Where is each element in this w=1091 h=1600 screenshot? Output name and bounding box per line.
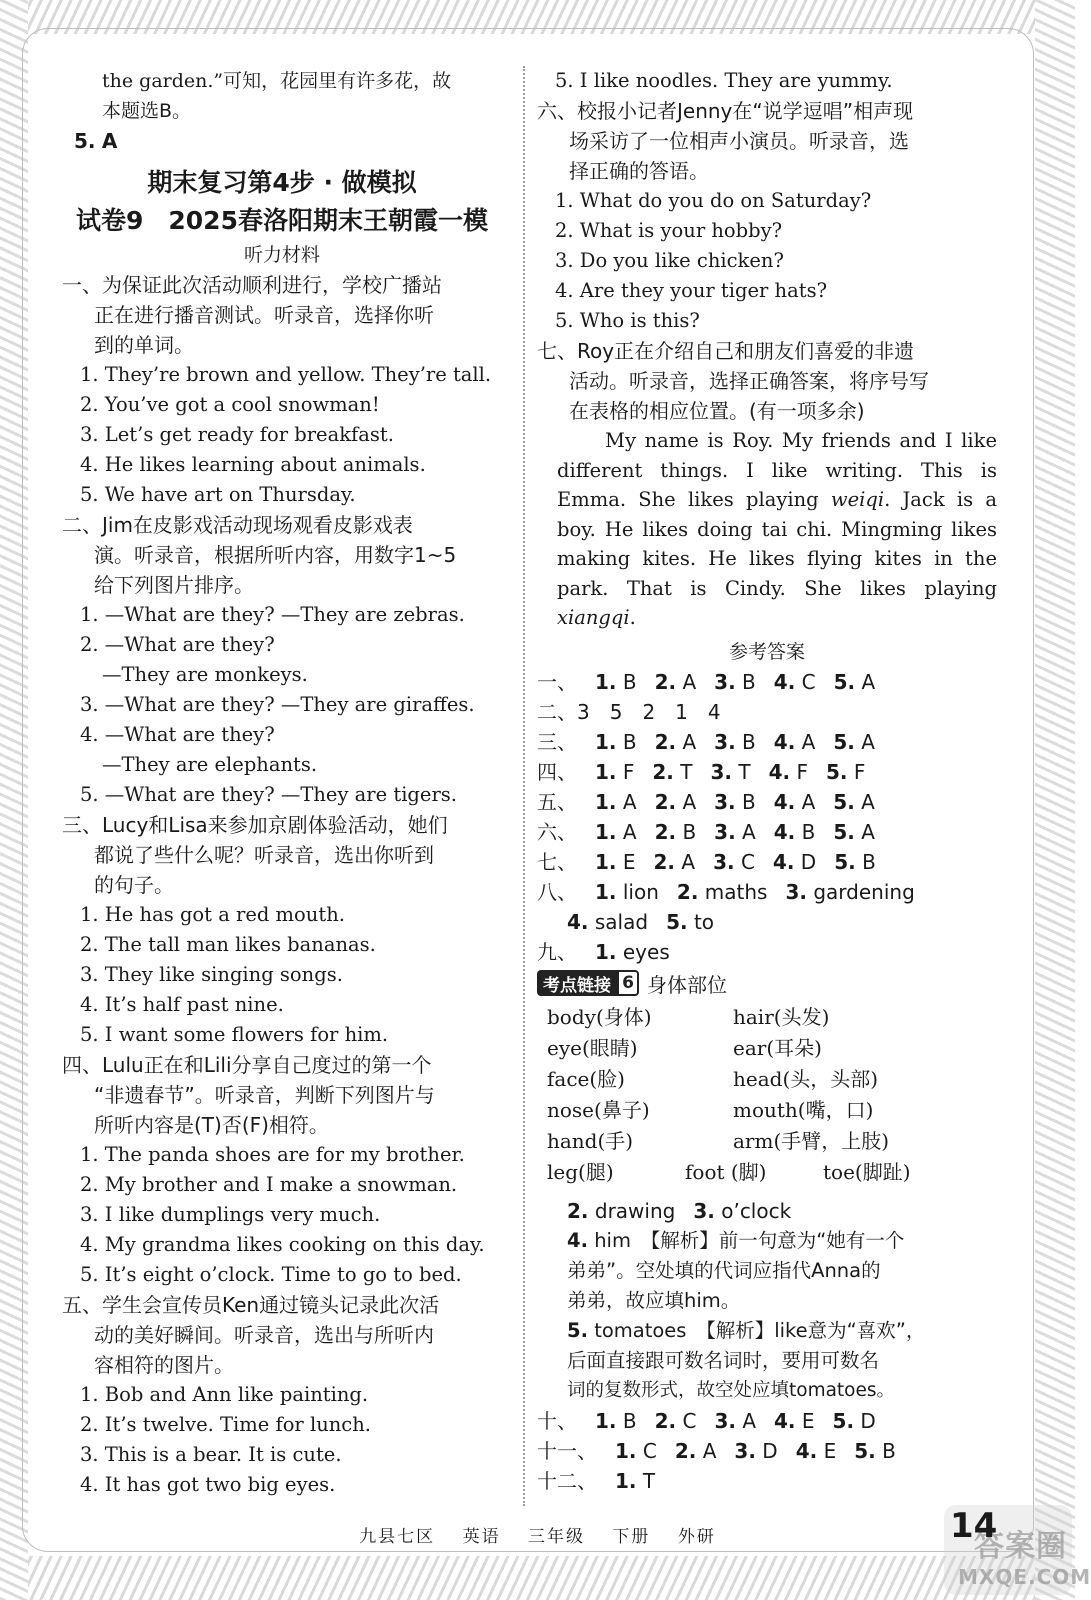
answer-row: 一、 1. B 2. A 3. B 4. C 5. A [537,669,876,694]
question-heading: 七、Roy正在介绍自己和朋友们喜爱的非遗 活动。听录音，选择正确答案，将序号写 在表格的相应位置。(有一项多余) [537,339,929,423]
italic-word: weiqi [830,488,885,511]
script-line: 4. He likes learning about animals. [80,453,426,476]
key-point-label: 身体部位 [647,972,727,997]
footer-item: 三年级 [528,1527,585,1547]
section-title: 期末复习第4步 · 做模拟 [147,168,417,197]
answer-row: 4. salad 5. to [567,909,715,934]
watermark-logo: 答案圈 MXQE.COM [944,1505,1072,1595]
script-line: 4. Are they your tiger hats? [555,279,828,302]
answer-row: 十一、 1. C 2. A 3. D 4. E 5. B [537,1438,896,1463]
vocab-item: eye(眼睛) [547,1035,638,1060]
decorative-border-bottom [0,1556,1075,1600]
vocab-item: ear(耳朵) [733,1035,822,1060]
vocab-item: toe(脚趾) [823,1159,911,1184]
question-heading: 二、Jim在皮影戏活动现场观看皮影戏表 演。听录音，根据所听内容，用数字1~5 给下列图片排序。 [62,513,457,597]
answer-row: 2. drawing 3. o’clock [567,1198,792,1223]
script-line: 5. I like noodles. They are yummy. [555,69,893,92]
script-line: 4. My grandma likes cooking on this day. [80,1233,485,1256]
script-line: 2. What is your hobby? [555,219,783,242]
footer-item: 外研 [677,1527,716,1547]
vocab-item: nose(鼻子) [547,1097,650,1122]
vocab-item: body(身体) [547,1004,652,1029]
vocab-item: hand(手) [547,1128,634,1153]
vocab-item: arm(手臂，上肢) [733,1128,890,1153]
left-column [62,66,502,1500]
intro-answer: 5. A [74,129,118,153]
answer-row: 五、 1. A 2. A 3. B 4. A 5. A [537,789,875,814]
listening-material-heading: 听力材料 [243,244,320,266]
column-divider [523,66,525,1506]
answer-row: 六、 1. A 2. B 3. A 4. B 5. A [537,819,875,844]
vocab-item: mouth(嘴，口) [733,1097,874,1122]
vocab-item: leg(腿) [547,1159,614,1184]
page-footer [0,1522,1075,1547]
script-line: 1. What do you do on Saturday? [555,189,872,212]
script-line: 3. Do you like chicken? [555,249,784,272]
key-point-number: 6 [617,970,639,996]
answer-explanation: 4. him 【解析】前一句意为“她有一个 弟弟”。空处填的代词应指代Anna的 弟弟，故应填him。 [567,1228,905,1312]
answer-row: 四、 1. F 2. T 3. T 4. F 5. F [537,759,866,784]
script-line: 1. The panda shoes are for my brother. [80,1143,465,1166]
vocab-item: foot (脚) [685,1159,767,1184]
vocab-item: hair(头发) [733,1004,830,1029]
answer-row: 九、 1. eyes [537,939,670,964]
script-line: 2. You’ve got a cool snowman! [80,393,380,416]
right-column [537,66,997,1496]
script-line: 2. —What are they? [80,633,275,656]
script-line: 5. It’s eight o’clock. Time to go to bed. [80,1263,462,1286]
page-number: 14 [950,1506,998,1546]
footer-item: 英语 [462,1527,501,1547]
script-line: 1. —What are they? —They are zebras. [80,603,465,626]
answer-row: 二、3 5 2 1 4 [537,699,721,724]
script-line: 3. They like singing songs. [80,963,343,986]
question-heading: 六、校报小记者Jenny在“说学逗唱”相声现 场采访了一位相声小演员。听录音，选 择正确的答语。 [537,99,914,183]
key-point-link [537,969,997,998]
intro-line: the garden.”可知，花园里有许多花，故 [102,70,452,92]
key-point-badge: 考点链接 [537,970,617,996]
script-line: 2. My brother and I make a snowman. [80,1173,458,1196]
script-line: —They are monkeys. [102,663,308,686]
question-heading: 一、为保证此次活动顺利进行，学校广播站 正在进行播音测试。听录音，选择你听 到的单词。 [62,273,442,357]
answer-row: 十、 1. B 2. C 3. A 4. E 5. D [537,1408,876,1433]
answer-row: 八、 1. lion 2. maths 3. gardening [537,879,915,904]
footer-item: 九县七区 [359,1527,436,1547]
answers-heading: 参考答案 [728,640,805,663]
answer-row: 十二、 1. T [537,1468,656,1493]
script-line: 5. —What are they? —They are tigers. [80,783,457,806]
script-line: 1. He has got a red mouth. [80,903,345,926]
script-line: 5. We have art on Thursday. [80,483,356,506]
decorative-border-right [1035,0,1075,1600]
vocab-list [537,1002,997,1196]
script-line: 4. It’s half past nine. [80,993,284,1016]
question-heading: 三、Lucy和Lisa来参加京剧体验活动，她们 都说了些什么呢？听录音，选出你听到 的句子。 [62,813,448,897]
script-line: 3. —What are they? —They are giraffes. [80,693,475,716]
script-line: 4. —What are they? [80,723,275,746]
script-line: —They are elephants. [102,753,318,776]
script-line: 1. They’re brown and yellow. They’re tall. [80,363,492,386]
answer-row: 七、 1. E 2. A 3. C 4. D 5. B [537,849,876,874]
script-line: 2. The tall man likes bananas. [80,933,376,956]
question-heading: 五、学生会宣传员Ken通过镜头记录此次活 动的美好瞬间。听录音，选出与所听内 容相符的图片。 [62,1293,440,1377]
script-line: 3. I like dumplings very much. [80,1203,381,1226]
script-line: 4. It has got two big eyes. [80,1473,336,1496]
answer-row: 三、 1. B 2. A 3. B 4. A 5. A [537,729,875,754]
italic-word: xiangqi [557,606,630,629]
vocab-item: head(头，头部) [733,1066,879,1091]
intro-line: 本题选B。 [102,100,192,122]
footer-item: 下册 [612,1527,651,1547]
answer-explanation: 5. tomatoes 【解析】like意为“喜欢”， 后面直接跟可数名词时，要用可数名 词的复数形式，故空处应填tomatoes。 [567,1318,926,1401]
script-line: 3. Let’s get ready for breakfast. [80,423,394,446]
script-line: 3. This is a bear. It is cute. [80,1443,342,1466]
paper-title: 试卷9 2025春洛阳期末王朝霞一模 [76,206,488,235]
vocab-item: face(脸) [547,1066,625,1091]
script-line: 2. It’s twelve. Time for lunch. [80,1413,371,1436]
question-heading: 四、Lulu正在和Lili分享自己度过的第一个 “非遗春节”。听录音，判断下列图片与 所听内容是(T)否(F)相符。 [62,1053,435,1137]
script-line: 5. Who is this? [555,309,700,332]
passage: My name is Roy. My friends and I like different things. I like writing. This is Emma. She likes playing weiqi. Jack is a boy. He likes doing tai chi. Mingming likes making kites. He likes flying kites in the park. That is Cindy. She likes playing xiangqi. [557,429,997,629]
script-line: 5. I want some flowers for him. [80,1023,389,1046]
script-line: 1. Bob and Ann like painting. [80,1383,369,1406]
